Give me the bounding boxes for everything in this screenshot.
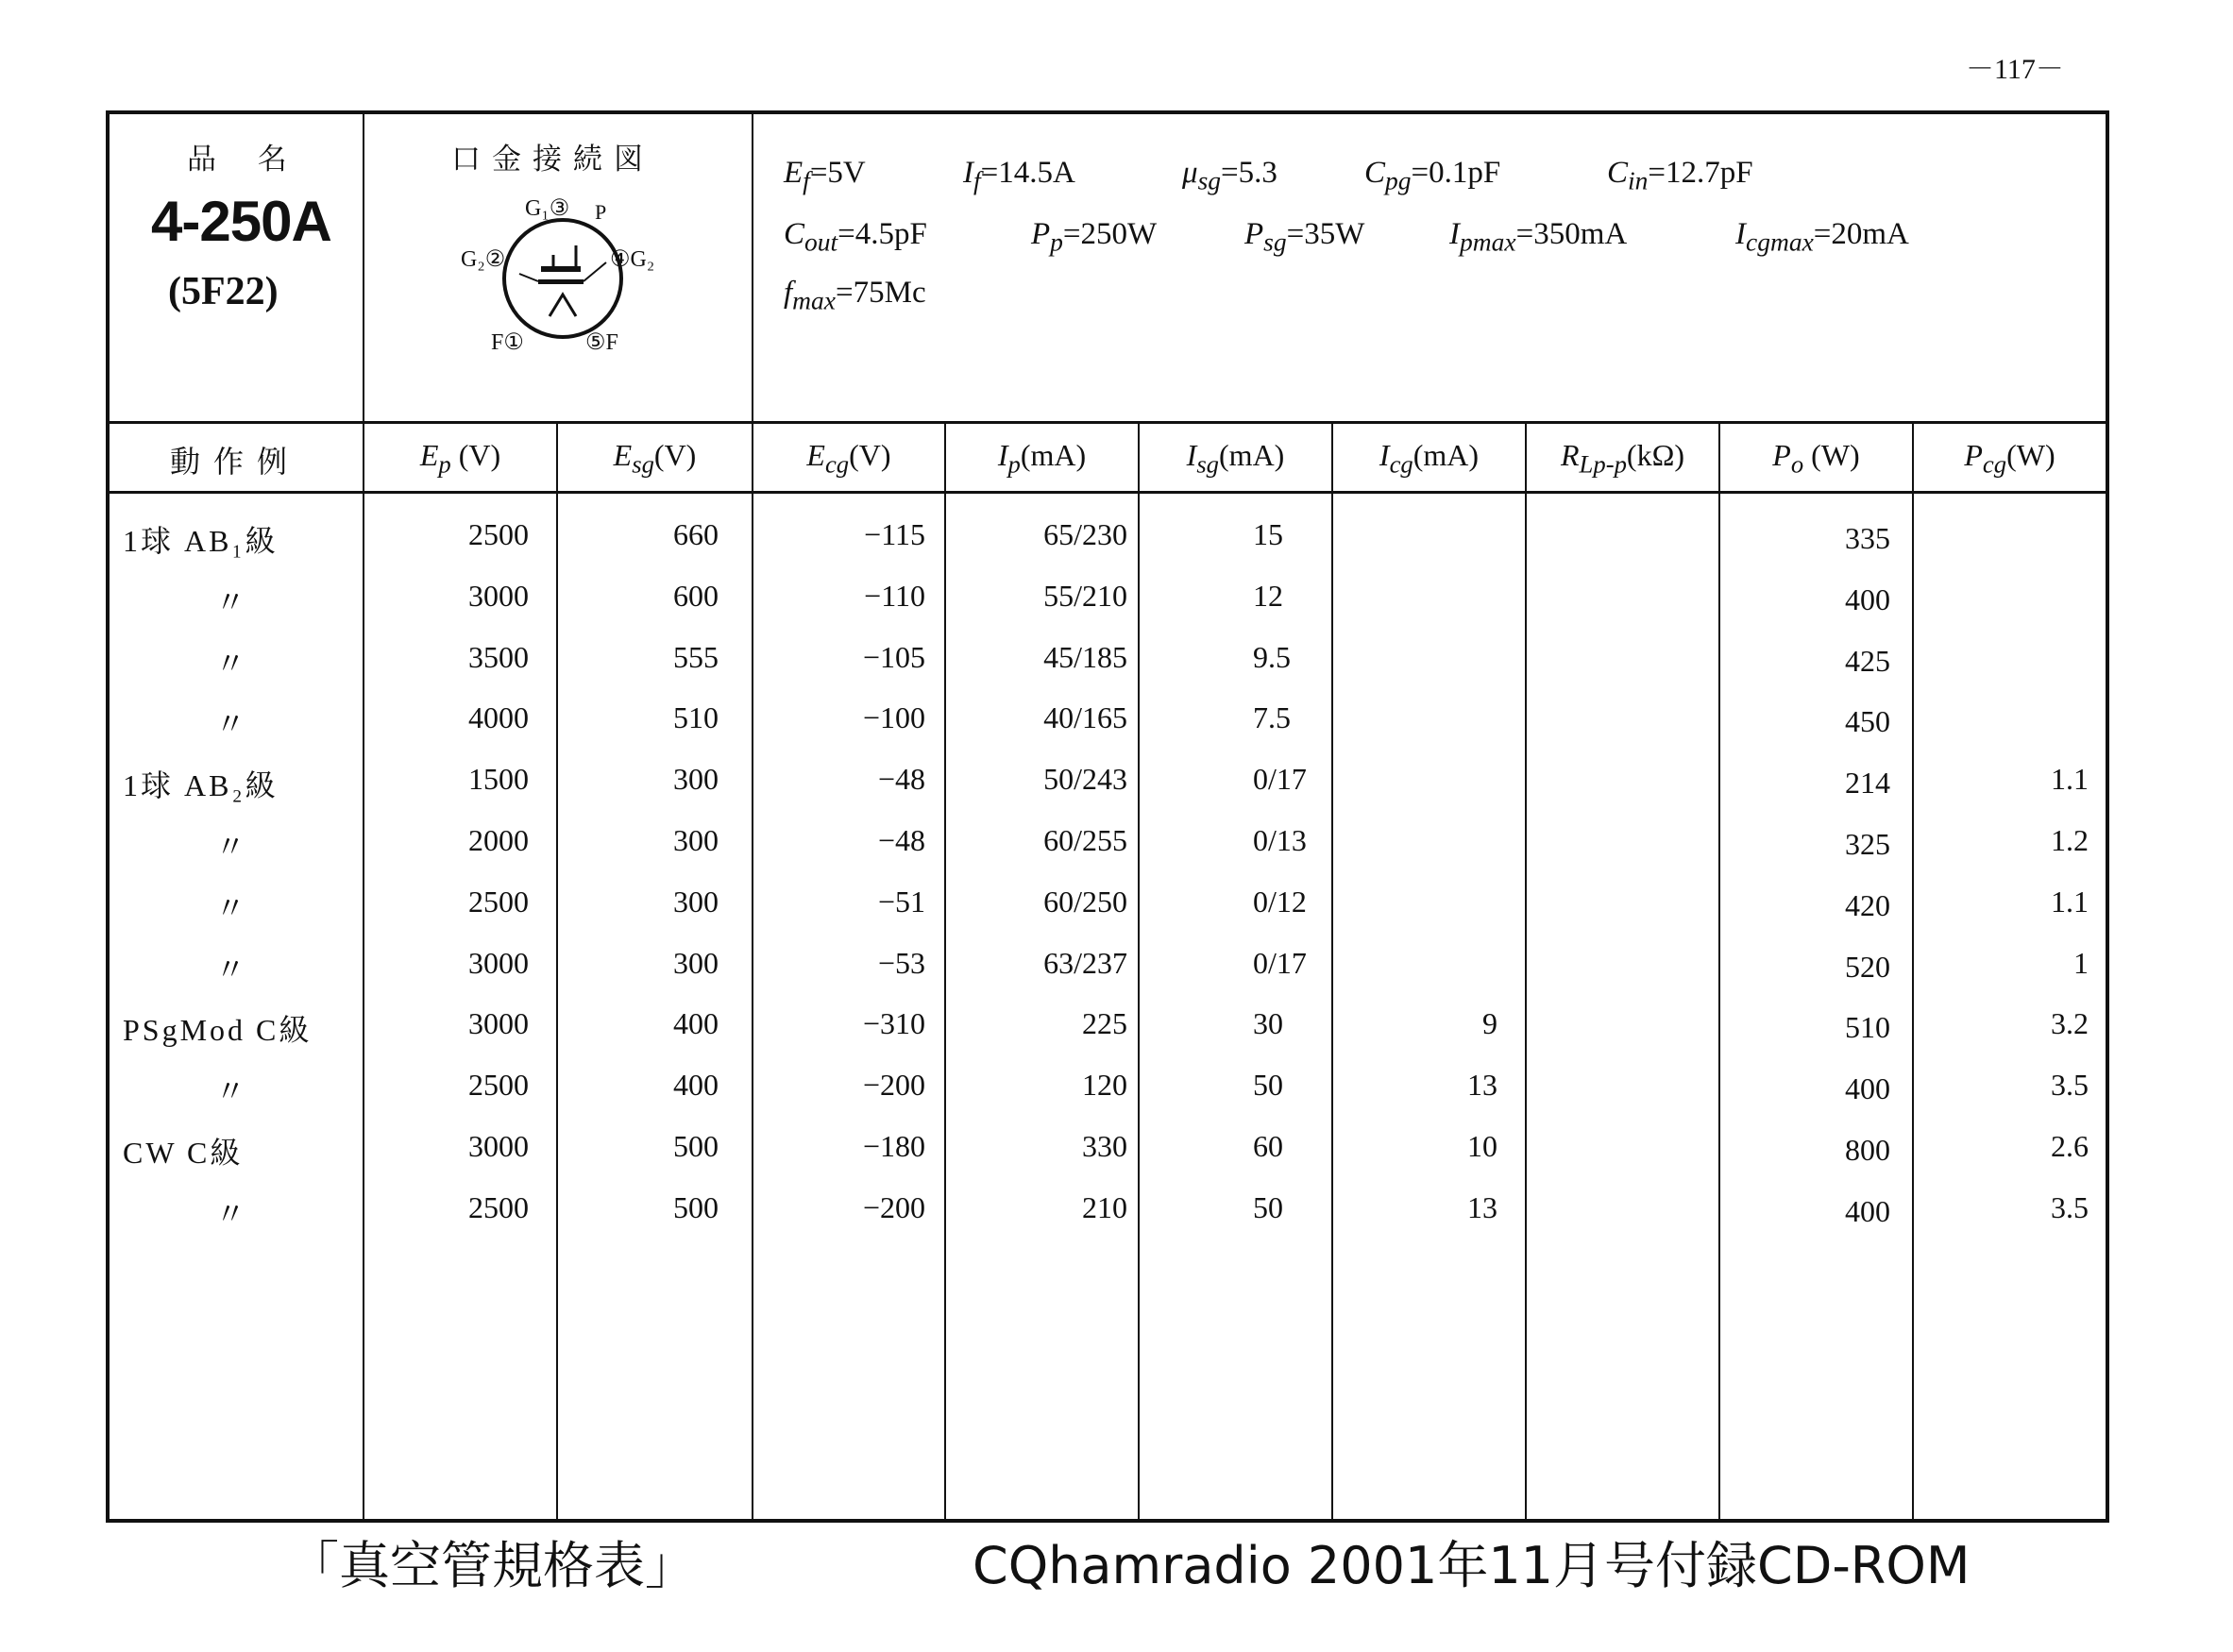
spec-psg: $P_{sg}=35W$ <box>1244 217 1365 257</box>
cell-esg: 510 <box>673 700 719 735</box>
pin-label-plate: P <box>595 200 607 224</box>
cell-po: 400 <box>1845 1071 1890 1106</box>
cell-icg: 10 <box>1467 1129 1497 1163</box>
cell-mode: 〃 <box>215 584 246 619</box>
cell-esg: 300 <box>673 762 719 797</box>
spec-pp: $P_p=250W$ <box>1031 217 1158 257</box>
col-header-ecg: $E_{cg}(V)$ <box>806 438 891 479</box>
col-header-pcg: $P_{cg}(W)$ <box>1964 438 2055 479</box>
cell-ep: 3000 <box>468 1129 529 1163</box>
cell-ecg: −51 <box>877 884 925 919</box>
spec-if: $I_f=14.5A$ <box>963 156 1075 195</box>
col-header-rlpp: $R_{Lp-p}(k\Omega)$ <box>1561 438 1684 479</box>
cell-mode: 1球 AB₂級 <box>123 768 279 803</box>
cell-po: 800 <box>1845 1133 1890 1167</box>
cell-ip: 210 <box>1082 1189 1127 1224</box>
cell-po: 450 <box>1845 704 1890 739</box>
cell-ecg: −110 <box>864 578 925 613</box>
spec-usg: $\mu_{sg}=5.3$ <box>1182 156 1277 195</box>
cell-ecg: −115 <box>864 517 925 551</box>
cell-icg: 13 <box>1467 1068 1497 1103</box>
cell-ep: 2000 <box>468 823 529 857</box>
cell-pcg: 2.6 <box>2051 1129 2089 1163</box>
cell-ip: 65/230 <box>1043 517 1127 551</box>
cell-ecg: −53 <box>877 945 925 980</box>
column-header-divider <box>108 491 2107 494</box>
col-divider <box>1138 421 1140 1521</box>
name-label: 品 名 <box>187 143 304 176</box>
cell-ip: 60/250 <box>1043 884 1127 919</box>
cell-ip: 330 <box>1082 1129 1127 1163</box>
cell-icg: 9 <box>1482 1006 1497 1041</box>
cell-esg: 600 <box>673 578 719 613</box>
cell-pcg: 1 <box>2073 945 2089 980</box>
cell-po: 520 <box>1845 949 1890 984</box>
cell-ep: 2500 <box>468 517 529 551</box>
cell-mode: 1球 AB₁級 <box>123 524 279 558</box>
cell-mode: 〃 <box>215 890 246 925</box>
col-divider <box>752 112 753 1521</box>
cell-isg: 50 <box>1253 1189 1283 1224</box>
cell-mode: 〃 <box>215 952 246 986</box>
cell-ecg: −180 <box>862 1129 925 1163</box>
cell-mode: 〃 <box>215 646 246 681</box>
cell-isg: 15 <box>1253 517 1283 551</box>
cell-ep: 2500 <box>468 1189 529 1224</box>
spec-table-frame <box>106 110 2109 1523</box>
cell-esg: 400 <box>673 1006 719 1041</box>
cell-po: 325 <box>1845 827 1890 861</box>
cell-ecg: −200 <box>862 1068 925 1103</box>
cell-ip: 50/243 <box>1043 762 1127 797</box>
cell-po: 420 <box>1845 887 1890 922</box>
cell-esg: 660 <box>673 517 719 551</box>
cell-ep: 2500 <box>468 1068 529 1103</box>
spec-ef: $E_f=5V$ <box>784 156 866 195</box>
spec-cout: $C_{out}=4.5pF$ <box>784 217 927 257</box>
cell-ip: 45/185 <box>1043 639 1127 674</box>
pin-label-2: G₂② <box>461 247 506 272</box>
cell-ecg: −100 <box>862 700 925 735</box>
cell-pcg: 1.2 <box>2051 823 2089 857</box>
footer-title: 「真空管規格表」 <box>288 1536 696 1595</box>
cell-esg: 400 <box>673 1068 719 1103</box>
pin-label-4: ④G₂ <box>610 247 655 272</box>
cell-ecg: −48 <box>877 762 925 797</box>
cell-po: 400 <box>1845 1193 1890 1228</box>
cell-ip: 63/237 <box>1043 945 1127 980</box>
cell-isg: 9.5 <box>1253 639 1291 674</box>
cell-isg: 0/12 <box>1253 884 1307 919</box>
cell-mode: PSgMod C級 <box>123 1013 313 1048</box>
tube-alt-name: (5F22) <box>168 270 279 313</box>
cell-pcg: 3.5 <box>2051 1068 2089 1103</box>
cell-isg: 60 <box>1253 1129 1283 1163</box>
cell-isg: 7.5 <box>1253 700 1291 735</box>
cell-isg: 12 <box>1253 578 1283 613</box>
cell-po: 510 <box>1845 1010 1890 1045</box>
cell-ep: 2500 <box>468 884 529 919</box>
cell-pcg: 1.1 <box>2051 762 2089 797</box>
spec-icgmax: $I_{cgmax}=20mA$ <box>1735 217 1909 257</box>
spec-ipmax: $I_{pmax}=350mA$ <box>1449 217 1628 257</box>
cell-ep: 3000 <box>468 945 529 980</box>
cell-ep: 3000 <box>468 578 529 613</box>
cell-ip: 120 <box>1082 1068 1127 1103</box>
cell-isg: 0/17 <box>1253 945 1307 980</box>
col-header-po: $P_o$ (W) <box>1772 438 1860 479</box>
cell-isg: 0/17 <box>1253 762 1307 797</box>
col-divider <box>1525 421 1527 1521</box>
cell-mode: 〃 <box>215 1196 246 1231</box>
base-diagram-label: 口金接続図 <box>451 143 654 176</box>
pin-label-5: ⑤F <box>585 330 618 355</box>
cell-isg: 0/13 <box>1253 823 1307 857</box>
cell-ep: 3500 <box>468 639 529 674</box>
pin-label-3: G₁③ <box>525 196 570 221</box>
cell-ecg: −105 <box>862 639 925 674</box>
cell-mode: 〃 <box>215 707 246 742</box>
col-divider <box>363 112 364 1521</box>
cell-esg: 500 <box>673 1189 719 1224</box>
page-number: －117－ <box>1966 54 2064 85</box>
cell-esg: 300 <box>673 945 719 980</box>
pin-label-1: F① <box>491 330 524 355</box>
col-header-esg: $E_{sg}(V)$ <box>613 438 697 479</box>
col-header-icg: $I_{cg}(mA)$ <box>1379 438 1480 479</box>
col-header-ip: $I_p(mA)$ <box>997 438 1087 479</box>
cell-po: 400 <box>1845 582 1890 616</box>
footer-source: CQhamradio 2001年11月号付録CD-ROM <box>973 1536 1971 1595</box>
col-header-mode: 動作例 <box>169 445 300 479</box>
col-header-ep: $E_p$ (V) <box>419 438 501 479</box>
cell-ip: 225 <box>1082 1006 1127 1041</box>
cell-ip: 40/165 <box>1043 700 1127 735</box>
tube-name: 4-250A <box>151 190 331 253</box>
cell-mode: CW C級 <box>123 1136 244 1170</box>
cell-ip: 55/210 <box>1043 578 1127 613</box>
cell-ecg: −310 <box>862 1006 925 1041</box>
cell-mode: 〃 <box>215 830 246 864</box>
cell-ep: 4000 <box>468 700 529 735</box>
cell-po: 425 <box>1845 643 1890 678</box>
cell-pcg: 1.1 <box>2051 884 2089 919</box>
cell-ecg: −48 <box>877 823 925 857</box>
cell-isg: 30 <box>1253 1006 1283 1041</box>
cell-pcg: 3.5 <box>2051 1189 2089 1224</box>
spec-cin: $C_{in}=12.7pF$ <box>1607 156 1753 195</box>
cell-mode: 〃 <box>215 1074 246 1109</box>
cell-isg: 50 <box>1253 1068 1283 1103</box>
spec-cpg: $C_{pg}=0.1pF$ <box>1364 156 1501 195</box>
cell-ip: 60/255 <box>1043 823 1127 857</box>
cell-po: 335 <box>1845 521 1890 555</box>
cell-esg: 300 <box>673 823 719 857</box>
spec-fmax: $f_{max}=75Mc$ <box>784 276 926 315</box>
cell-ep: 1500 <box>468 762 529 797</box>
cell-po: 214 <box>1845 766 1890 801</box>
cell-esg: 300 <box>673 884 719 919</box>
cell-esg: 500 <box>673 1129 719 1163</box>
cell-ecg: −200 <box>862 1189 925 1224</box>
cell-ep: 3000 <box>468 1006 529 1041</box>
header-divider <box>108 421 2107 424</box>
cell-esg: 555 <box>673 639 719 674</box>
cell-icg: 13 <box>1467 1189 1497 1224</box>
col-header-isg: $I_{sg}(mA)$ <box>1186 438 1285 479</box>
cell-pcg: 3.2 <box>2051 1006 2089 1041</box>
